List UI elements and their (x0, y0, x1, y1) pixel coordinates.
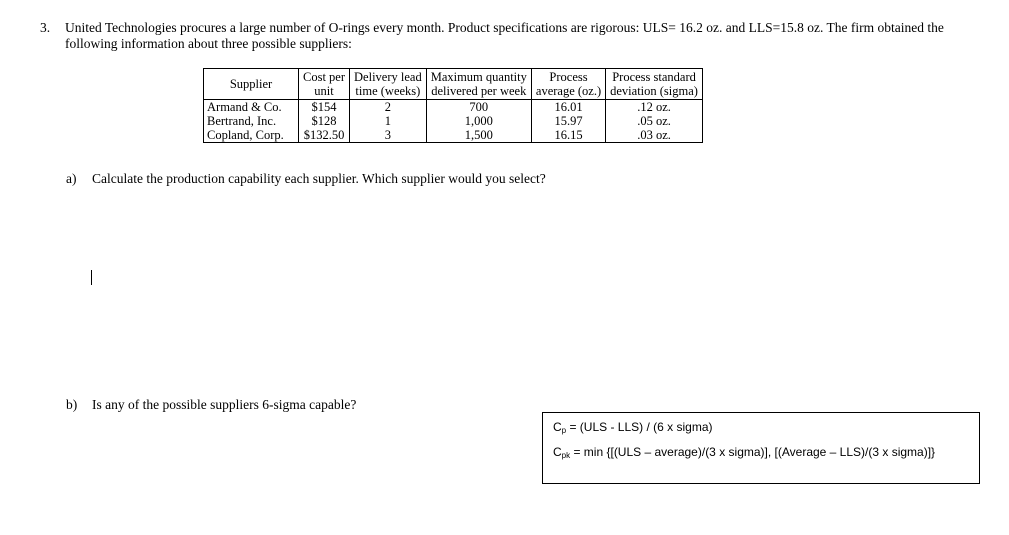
supplier-table (203, 68, 703, 143)
cell-supplier: Copland, Corp. (204, 128, 299, 143)
header-cost (299, 69, 350, 100)
cell-cost: $128 (299, 114, 350, 128)
cp-symbol: C (553, 420, 562, 434)
cell-avg: 16.15 (531, 128, 605, 143)
table-row (204, 114, 703, 128)
cell-qty: 700 (426, 100, 531, 115)
table-row (204, 100, 703, 115)
cp-expression: = (ULS - LLS) / (6 x sigma) (566, 420, 713, 434)
header-qty-line2: delivered per week (431, 84, 527, 98)
header-lead-time (350, 69, 427, 100)
cpk-symbol: C (553, 445, 562, 459)
cell-cost: $154 (299, 100, 350, 115)
header-supplier: Supplier (204, 69, 299, 100)
cpk-subscript: pk (561, 451, 571, 460)
cell-lead: 1 (350, 114, 427, 128)
part-a-label: a) (66, 171, 77, 186)
cell-qty: 1,000 (426, 114, 531, 128)
part-a-text: Calculate the production capability each supplier. Which supplier would you select? (92, 171, 546, 186)
part-b-label: b) (66, 397, 78, 412)
cp-subscript: p (561, 426, 567, 435)
cell-supplier: Armand & Co. (204, 100, 299, 115)
part-b-text: Is any of the possible suppliers 6-sigma capable? (92, 397, 357, 412)
header-qty-line1: Maximum quantity (430, 70, 527, 84)
cell-qty: 1,500 (426, 128, 531, 143)
cell-lead: 2 (350, 100, 427, 115)
header-process-average (531, 69, 605, 100)
cpk-formula (553, 445, 935, 460)
cell-avg: 15.97 (531, 114, 605, 128)
table-header-row (204, 69, 703, 100)
cell-cost: $132.50 (299, 128, 350, 143)
header-avg-line1: Process (549, 70, 588, 84)
formula-box (542, 412, 980, 484)
cell-sd: .12 oz. (606, 100, 703, 115)
cell-supplier: Bertrand, Inc. (204, 114, 299, 128)
cell-sd: .05 oz. (606, 114, 703, 128)
text-cursor (91, 270, 92, 285)
cell-sd: .03 oz. (606, 128, 703, 143)
header-sd-line1: Process standard (612, 70, 696, 84)
header-cost-line2: unit (314, 84, 334, 98)
cpk-expression: = min {[(ULS – average)/(3 x sigma)], [(Average – LLS)/(3 x sigma)]} (570, 445, 936, 459)
question-text: United Technologies procures a large number of O-rings every month. Product specifications are rigorous: ULS= 16.2 oz. and LLS=15.8 oz. The firm obtained the following information about three possible suppliers: (65, 20, 944, 51)
header-lead-line2: time (weeks) (355, 84, 421, 98)
header-sd-line2: deviation (sigma) (610, 84, 698, 98)
header-lead-line1: Delivery lead (354, 70, 422, 84)
header-process-sd (606, 69, 703, 100)
cell-lead: 3 (350, 128, 427, 143)
cp-formula (553, 420, 713, 435)
question-number: 3. (40, 20, 51, 35)
cell-avg: 16.01 (531, 100, 605, 115)
header-max-quantity (426, 69, 531, 100)
header-cost-line1: Cost per (303, 70, 346, 84)
table-row (204, 128, 703, 143)
header-avg-line2: average (oz.) (535, 84, 602, 98)
